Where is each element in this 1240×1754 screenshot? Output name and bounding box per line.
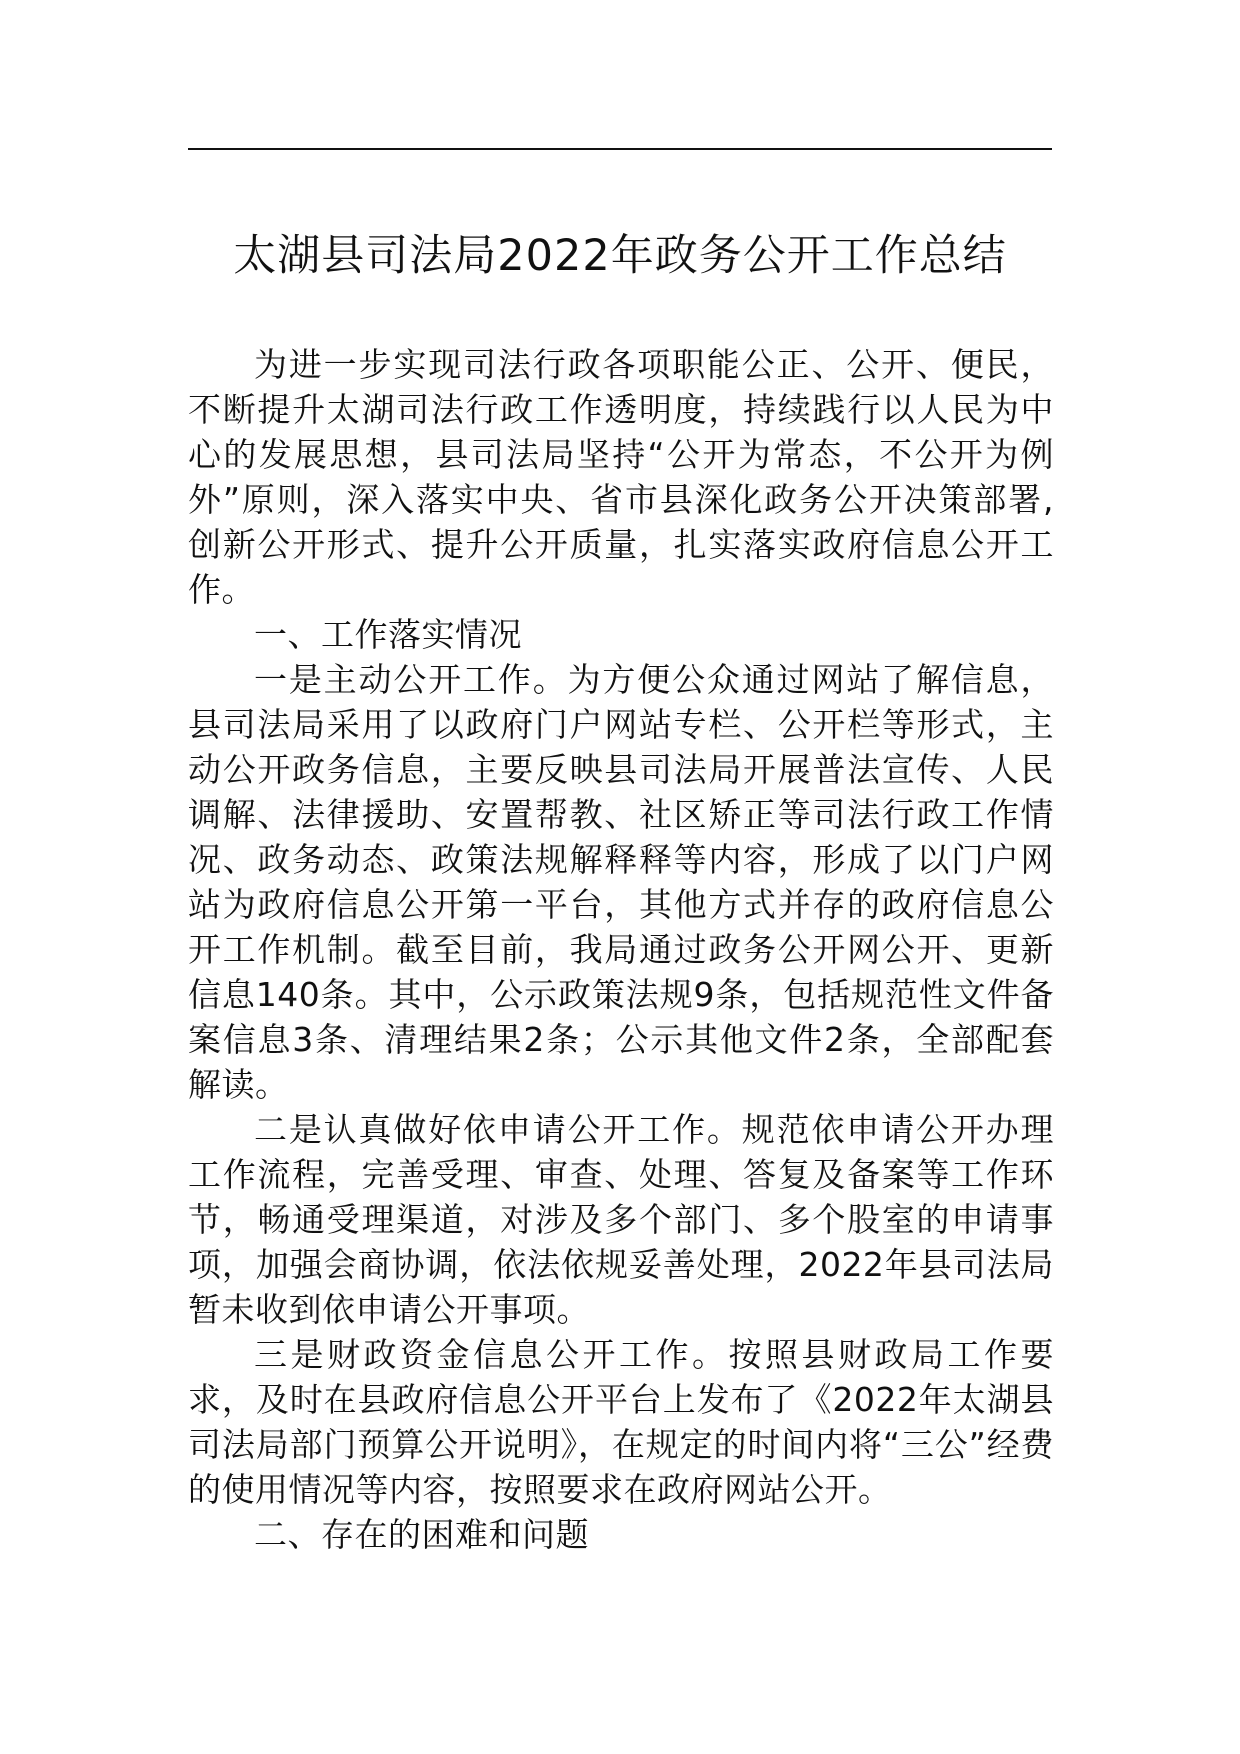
- header-rule: [188, 148, 1052, 150]
- section-heading-problems: 二、存在的困难和问题: [254, 1515, 589, 1554]
- document-title: 太湖县司法局2022年政务公开工作总结: [233, 231, 1007, 281]
- paragraph-request-disclosure: 二是认真做好依申请公开工作。规范依申请公开办理工作流程，完善受理、审查、处理、答复及备案等工作环节，畅通受理渠道，对涉及多个部门、多个股室的申请事项，加强会商协调，依法依规妥善处理，2022年县司法局暂未收到依申请公开事项。: [188, 1110, 1054, 1329]
- paragraph-proactive-disclosure: 一是主动公开工作。为方便公众通过网站了解信息，县司法局采用了以政府门户网站专栏、公开栏等形式，主动公开政务信息，主要反映县司法局开展普法宣传、人民调解、法律援助、安置帮教、社区矫正等司法行政工作情况、政务动态、政策法规解释释等内容，形成了以门户网站为政府信息公开第一平台，其他方式并存的政府信息公开工作机制。截至目前，我局通过政务公开网公开、更新信息140条。其中，公示政策法规9条，包括规范性文件备案信息3条、清理结果2条；公示其他文件2条，全部配套解读。: [188, 660, 1054, 1104]
- intro-paragraph: 为进一步实现司法行政各项职能公正、公开、便民，不断提升太湖司法行政工作透明度，持续践行以人民为中心的发展思想，县司法局坚持“公开为常态，不公开为例外”原则，深入落实中央、省市县深化政务公开决策部署,创新公开形式、提升公开质量，扎实落实政府信息公开工作。: [188, 345, 1054, 609]
- paragraph-fiscal-disclosure: 三是财政资金信息公开工作。按照县财政局工作要求，及时在县政府信息公开平台上发布了《2022年太湖县司法局部门预算公开说明》，在规定的时间内将“三公”经费的使用情况等内容，按照要求在政府网站公开。: [188, 1335, 1054, 1509]
- section-heading-work-status: 一、工作落实情况: [254, 615, 522, 654]
- document-body: [188, 342, 1054, 1557]
